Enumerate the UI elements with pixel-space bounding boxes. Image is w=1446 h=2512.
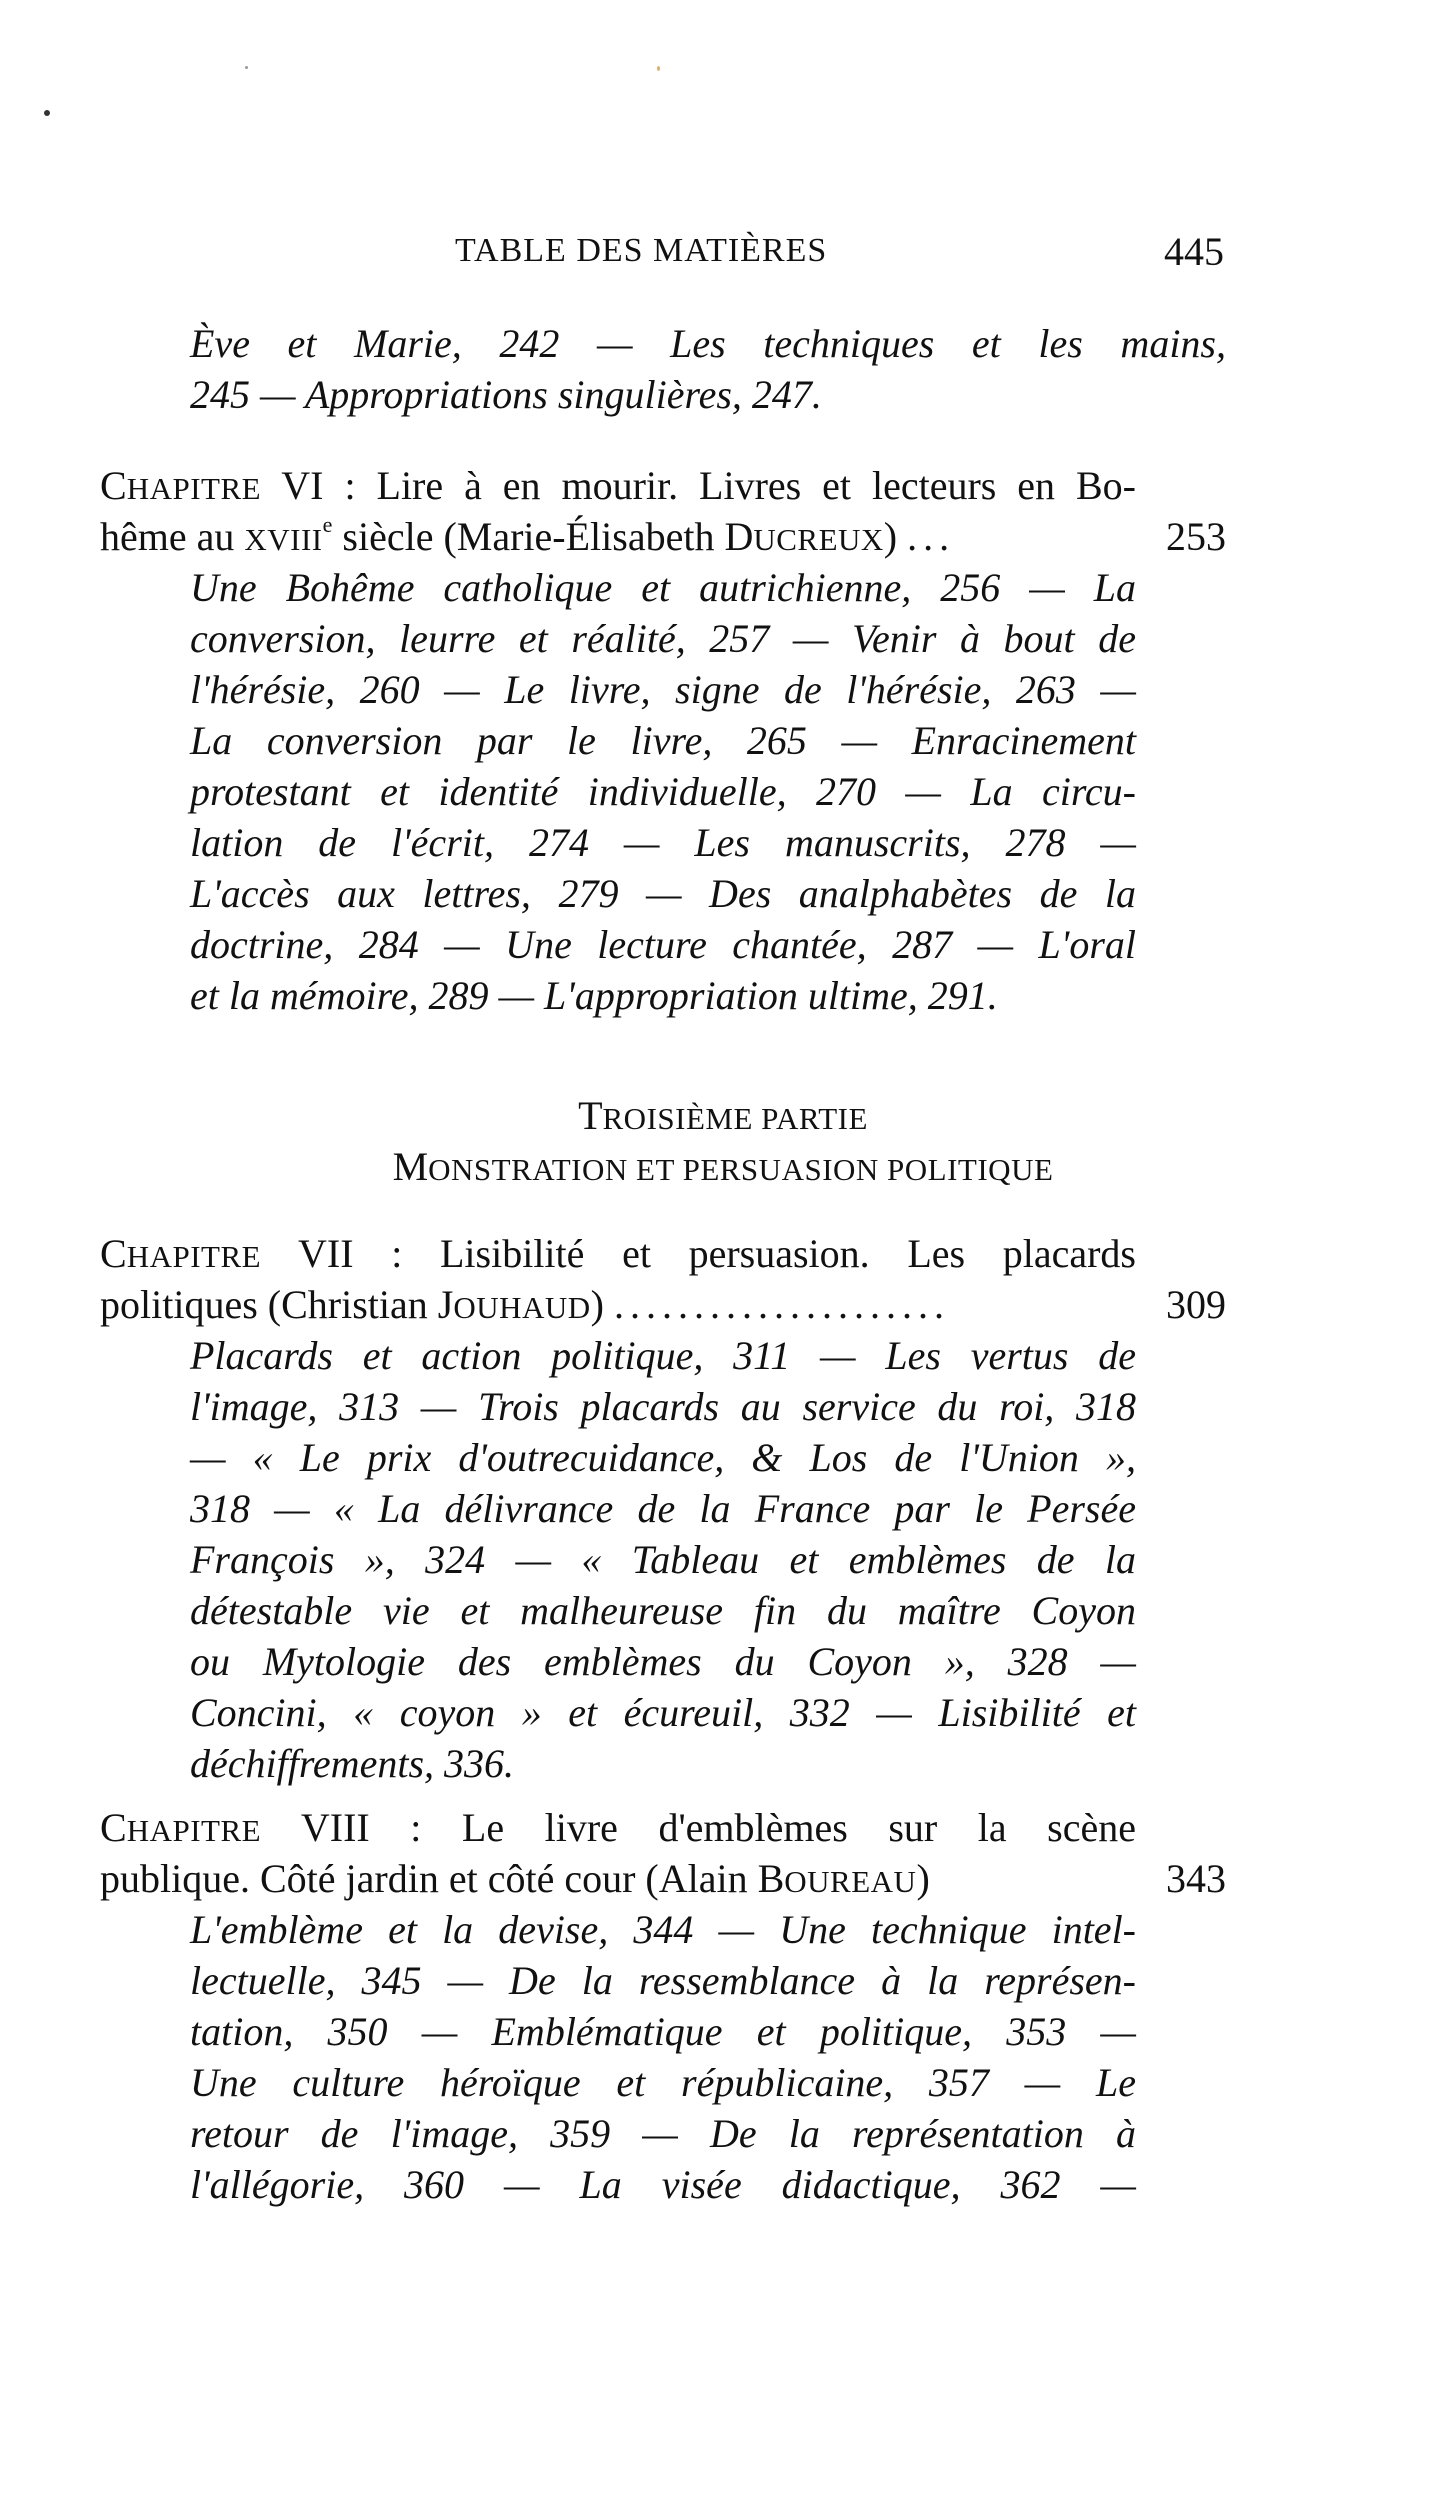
- chapter-author: JOUHAUD: [437, 1282, 591, 1327]
- summary-line: l'hérésie, 260 — Le livre, signe de l'hérésie, 263 —: [190, 667, 1136, 712]
- chapter-page-number: 343: [1166, 1856, 1226, 1901]
- summary-line: détestable vie et malheureuse fin du maître Coyon: [190, 1588, 1136, 1633]
- dot-leader: .....................: [614, 1282, 950, 1327]
- running-title: TABLE DES MATIÈRES: [455, 232, 828, 269]
- summary-line: Une culture héroïque et républicaine, 357 — Le: [190, 2060, 1136, 2105]
- chapter-heading-line: [100, 460, 1226, 511]
- chapter-8-entry: [100, 1802, 1226, 2210]
- chapter-title: : Lisibilité et persuasion. Les placards: [353, 1231, 1136, 1276]
- summary-line: et la mémoire, 289 — L'appropriation ultime, 291.: [190, 973, 998, 1018]
- summary-line: l'image, 313 — Trois placards au service du roi, 318: [190, 1384, 1136, 1429]
- chapter-title: : Le livre d'emblèmes sur la scène: [369, 1805, 1136, 1850]
- paper-speck: [44, 110, 50, 116]
- summary-line: doctrine, 284 — Une lecture chantée, 287 — L'oral: [190, 922, 1136, 967]
- paper-speck: [657, 66, 660, 71]
- chapter-summary: [100, 1330, 1226, 1789]
- chapter-author: DUCREUX: [724, 514, 884, 559]
- chapter-heading-line: [100, 1853, 1226, 1904]
- chapter-author: BOUREAU: [757, 1856, 917, 1901]
- summary-line: lation de l'écrit, 274 — Les manuscrits, 278 —: [190, 820, 1136, 865]
- part-number: TROISIÈME PARTIE: [578, 1093, 868, 1138]
- summary-line: L'emblème et la devise, 344 — Une technique intel-: [190, 1907, 1136, 1952]
- chapter-title: : Lire à en mourir. Livres et lecteurs en Bo-: [323, 463, 1136, 508]
- chapter-title: politiques (Christian JOUHAUD): [100, 1282, 604, 1327]
- chapter-title: hême au XVIIIe siècle (Marie-Élisabeth DUCREUX): [100, 512, 898, 559]
- summary-line: François », 324 — « Tableau et emblèmes de la: [190, 1537, 1136, 1582]
- page-number: 445: [1164, 229, 1224, 274]
- summary-line: Ève et Marie, 242 — Les techniques et les mains,: [190, 321, 1226, 366]
- chapter-heading-line: [100, 511, 1226, 562]
- chapter-heading-line: [100, 1228, 1226, 1279]
- chapter-heading-line: [100, 1279, 1226, 1330]
- running-head: [0, 229, 1446, 282]
- chapter-label: CHAPITRE VIII: [100, 1805, 370, 1850]
- chapter-label: CHAPITRE VII: [100, 1231, 354, 1276]
- summary-line: déchiffrements, 336.: [190, 1741, 515, 1786]
- chapter-page-number: 309: [1166, 1282, 1226, 1327]
- summary-line: L'accès aux lettres, 279 — Des analphabètes de la: [190, 871, 1136, 916]
- chapter-7-entry: [100, 1228, 1226, 1789]
- chapter-label: CHAPITRE VI: [100, 463, 324, 508]
- chapter-page-number: 253: [1166, 514, 1226, 559]
- part-heading: [0, 1090, 1446, 1192]
- chapter-summary: [100, 562, 1226, 1021]
- summary-line: Une Bohême catholique et autrichienne, 256 — La: [190, 565, 1136, 610]
- previous-chapter-summary: [100, 318, 1226, 420]
- summary-line: 318 — « La délivrance de la France par le Persée: [190, 1486, 1136, 1531]
- summary-line: lectuelle, 345 — De la ressemblance à la représen-: [190, 1958, 1136, 2003]
- summary-line: La conversion par le livre, 265 — Enracinement: [190, 718, 1136, 763]
- summary-line: l'allégorie, 360 — La visée didactique, 362 —: [190, 2162, 1136, 2207]
- summary-line: — « Le prix d'outrecuidance, & Los de l'Union »,: [190, 1435, 1136, 1480]
- summary-line: protestant et identité individuelle, 270 — La circu-: [190, 769, 1136, 814]
- summary-line: Placards et action politique, 311 — Les vertus de: [190, 1333, 1136, 1378]
- paper-speck: [245, 66, 248, 69]
- summary-line: ou Mytologie des emblèmes du Coyon », 328 —: [190, 1639, 1136, 1684]
- summary-line: Concini, « coyon » et écureuil, 332 — Lisibilité et: [190, 1690, 1136, 1735]
- summary-line: conversion, leurre et réalité, 257 — Venir à bout de: [190, 616, 1136, 661]
- summary-line: tation, 350 — Emblématique et politique, 353 —: [190, 2009, 1136, 2054]
- chapter-title: publique. Côté jardin et côté cour (Alain BOUREAU): [100, 1856, 930, 1901]
- chapter-summary: [100, 1904, 1226, 2210]
- part-title: MONSTRATION ET PERSUASION POLITIQUE: [392, 1144, 1054, 1189]
- dot-leader: ...: [907, 514, 956, 559]
- summary-line: 245 — Appropriations singulières, 247.: [190, 372, 822, 417]
- summary-line: retour de l'image, 359 — De la représentation à: [190, 2111, 1136, 2156]
- chapter-6-entry: [100, 460, 1226, 1021]
- chapter-heading-line: [100, 1802, 1226, 1853]
